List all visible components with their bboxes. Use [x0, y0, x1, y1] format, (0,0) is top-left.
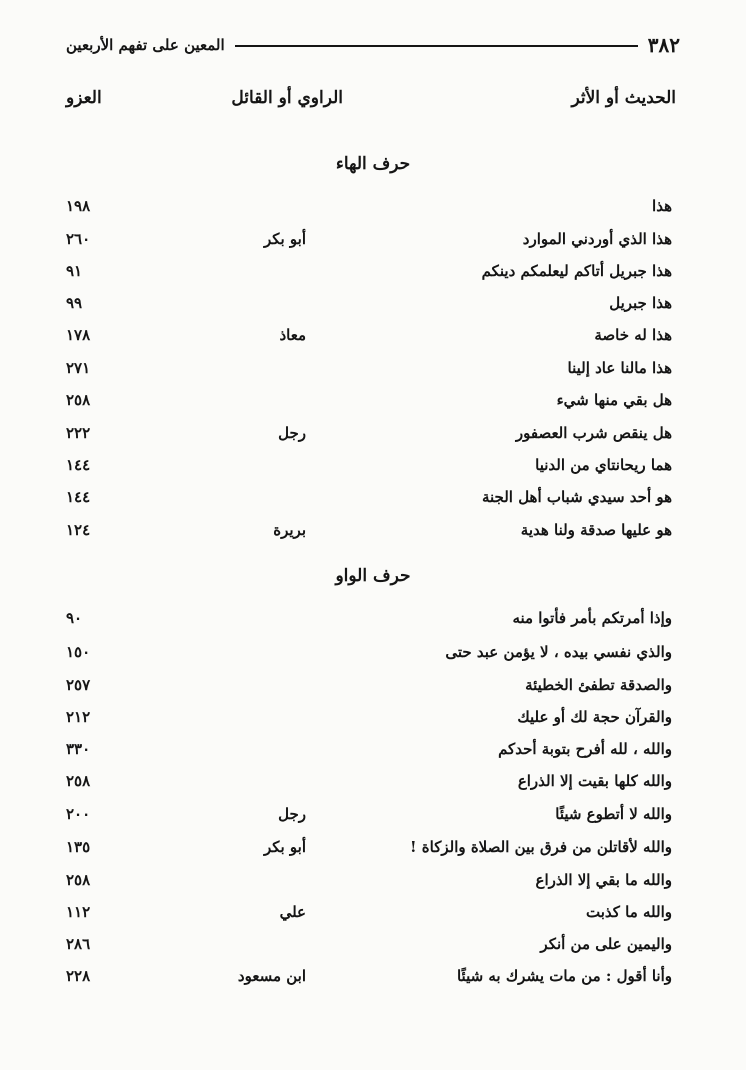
hadith-text: والله لا أتطوع شيئًا	[555, 805, 672, 823]
hadith-text: والصدقة تطفئ الخطيئة	[525, 676, 672, 694]
table-row	[0, 289, 746, 319]
reference: ١٩٨	[66, 197, 91, 215]
hadith-text: وأنا أقول : من مات يشرك به شيئًا	[456, 967, 672, 985]
reference: ١٧٨	[66, 326, 91, 344]
hadith-text: والله ما كذبت	[586, 903, 672, 921]
reference: ٢٨٦	[66, 935, 91, 953]
narrator: بريرة	[273, 521, 306, 539]
hadith-text: هو عليها صدقة ولنا هدية	[520, 521, 672, 539]
table-row	[0, 671, 746, 701]
section-heading-haa: حرف الهاء	[335, 154, 411, 174]
hadith-text: والله لأقاتلن من فرق بين الصلاة والزكاة !	[409, 838, 672, 856]
table-row	[0, 866, 746, 896]
reference: ١٤٤	[66, 488, 91, 506]
table-row	[0, 800, 746, 830]
reference: ٢٠٠	[66, 805, 91, 823]
table-row	[0, 833, 746, 863]
narrator: أبو بكر	[263, 230, 306, 248]
narrator: أبو بكر	[263, 838, 306, 856]
hadith-text: هل بقي منها شيء	[556, 391, 672, 409]
column-header-reference: العزو	[66, 88, 102, 108]
hadith-text: هذا	[652, 197, 672, 215]
reference: ١٣٥	[66, 838, 91, 856]
narrator: معاذ	[279, 326, 306, 344]
narrator: رجل	[278, 424, 306, 442]
reference: ٢٢٢	[66, 424, 91, 442]
hadith-text: هذا له خاصة	[594, 326, 672, 344]
section-heading-waw: حرف الواو	[335, 566, 411, 586]
table-row	[0, 451, 746, 481]
header-rule	[235, 45, 638, 47]
table-row	[0, 962, 746, 992]
hadith-text: هذا مالنا عاد إلينا	[567, 359, 672, 377]
reference: ٩١	[66, 262, 83, 280]
running-header	[66, 30, 680, 60]
reference: ٢٧١	[66, 359, 91, 377]
page-number: ٣٨٢	[647, 33, 680, 57]
table-row	[0, 767, 746, 797]
reference: ١٤٤	[66, 456, 91, 474]
hadith-text: والقرآن حجة لك أو عليك	[517, 708, 672, 726]
reference: ٢٥٨	[66, 391, 91, 409]
reference: ٣٣٠	[66, 740, 91, 758]
reference: ١٢٤	[66, 521, 91, 539]
table-row	[0, 386, 746, 416]
column-header-narrator: الراوي أو القائل	[231, 88, 343, 108]
hadith-text: هو أحد سيدي شباب أهل الجنة	[481, 488, 672, 506]
table-row	[0, 419, 746, 449]
hadith-text: واليمين على من أنكر	[540, 935, 672, 953]
narrator: ابن مسعود	[237, 967, 306, 985]
reference: ١٥٠	[66, 643, 91, 661]
narrator: رجل	[278, 805, 306, 823]
table-row	[0, 703, 746, 733]
hadith-text: وإذا أمرتكم بأمر فأتوا منه	[512, 609, 672, 627]
reference: ٢٢٨	[66, 967, 91, 985]
column-headers	[0, 82, 746, 116]
table-row	[0, 930, 746, 960]
hadith-text: هل ينقص شرب العصفور	[515, 424, 672, 442]
column-header-text: الحديث أو الأثر	[571, 88, 676, 108]
table-row	[0, 257, 746, 287]
hadith-text: هذا جبريل أتاكم ليعلمكم دينكم	[481, 262, 672, 280]
hadith-text: والله ما بقي إلا الذراع	[535, 871, 672, 889]
table-row	[0, 354, 746, 384]
table-row	[0, 321, 746, 351]
reference: ٢٥٧	[66, 676, 91, 694]
reference: ٢١٢	[66, 708, 91, 726]
narrator: علي	[279, 903, 306, 921]
table-row	[0, 638, 746, 668]
table-row	[0, 604, 746, 634]
book-title: المعين على تفهم الأربعين	[66, 36, 225, 54]
table-row	[0, 225, 746, 255]
hadith-text: هذا الذي أوردني الموارد	[522, 230, 672, 248]
table-row	[0, 735, 746, 765]
table-row	[0, 516, 746, 546]
reference: ٢٦٠	[66, 230, 91, 248]
hadith-text: هما ريحانتاي من الدنيا	[535, 456, 672, 474]
reference: ٩٩	[66, 294, 83, 312]
reference: ١١٢	[66, 903, 91, 921]
reference: ٩٠	[66, 609, 83, 627]
hadith-text: هذا جبريل	[609, 294, 672, 312]
table-row	[0, 483, 746, 513]
reference: ٢٥٨	[66, 871, 91, 889]
hadith-text: والله ، لله أفرح بتوبة أحدكم	[498, 740, 672, 758]
table-row	[0, 898, 746, 928]
reference: ٢٥٨	[66, 772, 91, 790]
hadith-text: والله كلها بقيت إلا الذراع	[517, 772, 672, 790]
table-row	[0, 192, 746, 222]
hadith-text: والذي نفسي بيده ، لا يؤمن عبد حتى	[445, 643, 672, 661]
